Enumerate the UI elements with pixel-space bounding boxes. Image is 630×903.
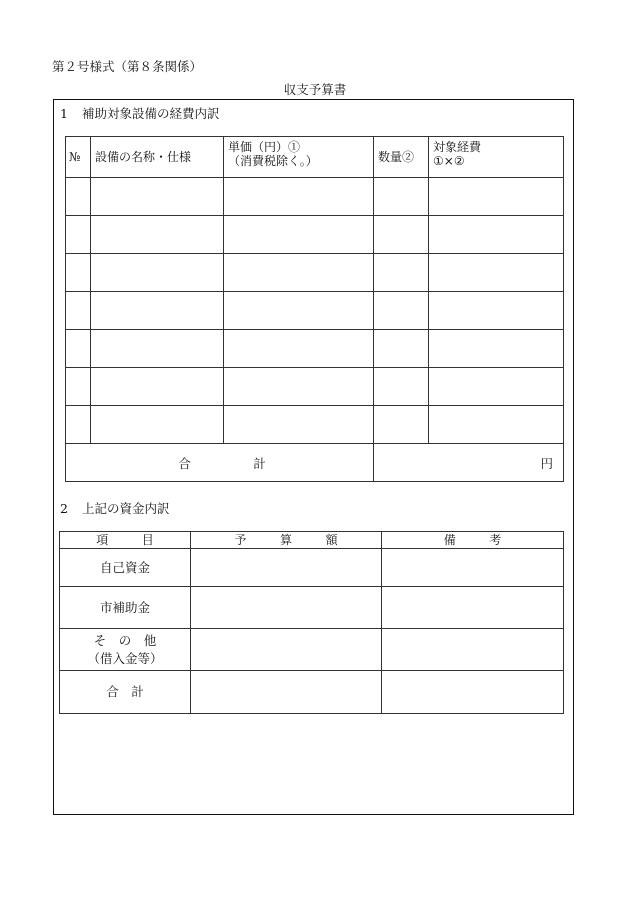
city-subsidy-label: 市補助金 <box>60 587 191 629</box>
funding-row-other <box>60 629 564 671</box>
section1-heading <box>60 104 220 122</box>
cell-unit-price[interactable] <box>224 292 374 330</box>
cell-unit-price[interactable] <box>224 330 374 368</box>
other-notes-cell[interactable] <box>382 629 564 671</box>
cell-quantity[interactable] <box>374 292 429 330</box>
funding-row-own-funds <box>60 549 564 587</box>
cell-cost[interactable] <box>429 368 564 406</box>
cell-quantity[interactable] <box>374 216 429 254</box>
cell-cost[interactable] <box>429 254 564 292</box>
table-row <box>66 406 564 444</box>
section1-title: 補助対象設備の経費内訳 <box>82 106 220 121</box>
table-row <box>66 254 564 292</box>
table-row <box>66 292 564 330</box>
col-unit-price-line2: （消費税除く。） <box>228 154 318 168</box>
col-cost-line1: 対象経費 <box>433 140 482 154</box>
cell-unit-price[interactable] <box>224 216 374 254</box>
cell-name[interactable] <box>91 292 224 330</box>
document-title: 収支予算書 <box>283 82 347 97</box>
cell-no[interactable] <box>66 178 91 216</box>
funding-total-label: 合 計 <box>60 671 191 714</box>
cell-unit-price[interactable] <box>224 406 374 444</box>
cell-no[interactable] <box>66 292 91 330</box>
col-cost-line2: ①×② <box>433 154 465 168</box>
total-amount-cell[interactable] <box>374 444 564 482</box>
cell-unit-price[interactable] <box>224 254 374 292</box>
cell-cost[interactable] <box>429 216 564 254</box>
cell-no[interactable] <box>66 368 91 406</box>
cell-name[interactable] <box>91 178 224 216</box>
city-subsidy-budget-cell[interactable] <box>191 587 382 629</box>
funding-table <box>59 531 564 714</box>
total-label: 合 計 <box>66 444 374 482</box>
total-unit: 円 <box>540 455 553 471</box>
own-funds-notes-cell[interactable] <box>382 549 564 587</box>
funding-total-notes-cell[interactable] <box>382 671 564 714</box>
table-row <box>66 368 564 406</box>
col-notes: 備 考 <box>382 532 564 549</box>
cell-quantity[interactable] <box>374 178 429 216</box>
section1-number: 1 <box>60 106 68 121</box>
col-name: 設備の名称・仕様 <box>91 137 224 178</box>
section2-number: 2 <box>60 501 68 516</box>
cell-no[interactable] <box>66 406 91 444</box>
cell-quantity[interactable] <box>374 330 429 368</box>
equipment-total-row <box>66 444 564 482</box>
other-label-line1: そ の 他 <box>93 632 157 648</box>
cell-name[interactable] <box>91 254 224 292</box>
own-funds-budget-cell[interactable] <box>191 549 382 587</box>
cell-name[interactable] <box>91 406 224 444</box>
form-number: 第２号様式（第８条関係） <box>52 59 203 74</box>
table-row <box>66 216 564 254</box>
section2-title: 上記の資金内訳 <box>82 501 170 516</box>
own-funds-label: 自己資金 <box>60 549 191 587</box>
other-budget-cell[interactable] <box>191 629 382 671</box>
cell-name[interactable] <box>91 330 224 368</box>
funding-row-total <box>60 671 564 714</box>
col-budget: 予 算 額 <box>191 532 382 549</box>
table-row <box>66 178 564 216</box>
col-no: № <box>66 137 91 178</box>
col-cost <box>429 137 564 178</box>
equipment-table-header <box>66 137 564 178</box>
cell-quantity[interactable] <box>374 368 429 406</box>
city-subsidy-notes-cell[interactable] <box>382 587 564 629</box>
cell-unit-price[interactable] <box>224 178 374 216</box>
cell-name[interactable] <box>91 216 224 254</box>
cell-no[interactable] <box>66 216 91 254</box>
cell-unit-price[interactable] <box>224 368 374 406</box>
funding-row-city-subsidy <box>60 587 564 629</box>
cell-no[interactable] <box>66 254 91 292</box>
funding-total-budget-cell[interactable] <box>191 671 382 714</box>
col-item: 項 目 <box>60 532 191 549</box>
col-unit-price-line1: 単価（円）① <box>228 140 301 154</box>
table-row <box>66 330 564 368</box>
cell-name[interactable] <box>91 368 224 406</box>
cell-no[interactable] <box>66 330 91 368</box>
cell-cost[interactable] <box>429 178 564 216</box>
funding-table-header <box>60 532 564 549</box>
cell-cost[interactable] <box>429 292 564 330</box>
equipment-cost-table <box>65 136 564 482</box>
cell-quantity[interactable] <box>374 254 429 292</box>
cell-cost[interactable] <box>429 406 564 444</box>
col-unit-price <box>224 137 374 178</box>
other-label-line2: （借入金等） <box>87 650 163 666</box>
other-label <box>60 629 191 671</box>
cell-cost[interactable] <box>429 330 564 368</box>
col-quantity: 数量② <box>374 137 429 178</box>
cell-quantity[interactable] <box>374 406 429 444</box>
section2-heading <box>60 499 170 517</box>
